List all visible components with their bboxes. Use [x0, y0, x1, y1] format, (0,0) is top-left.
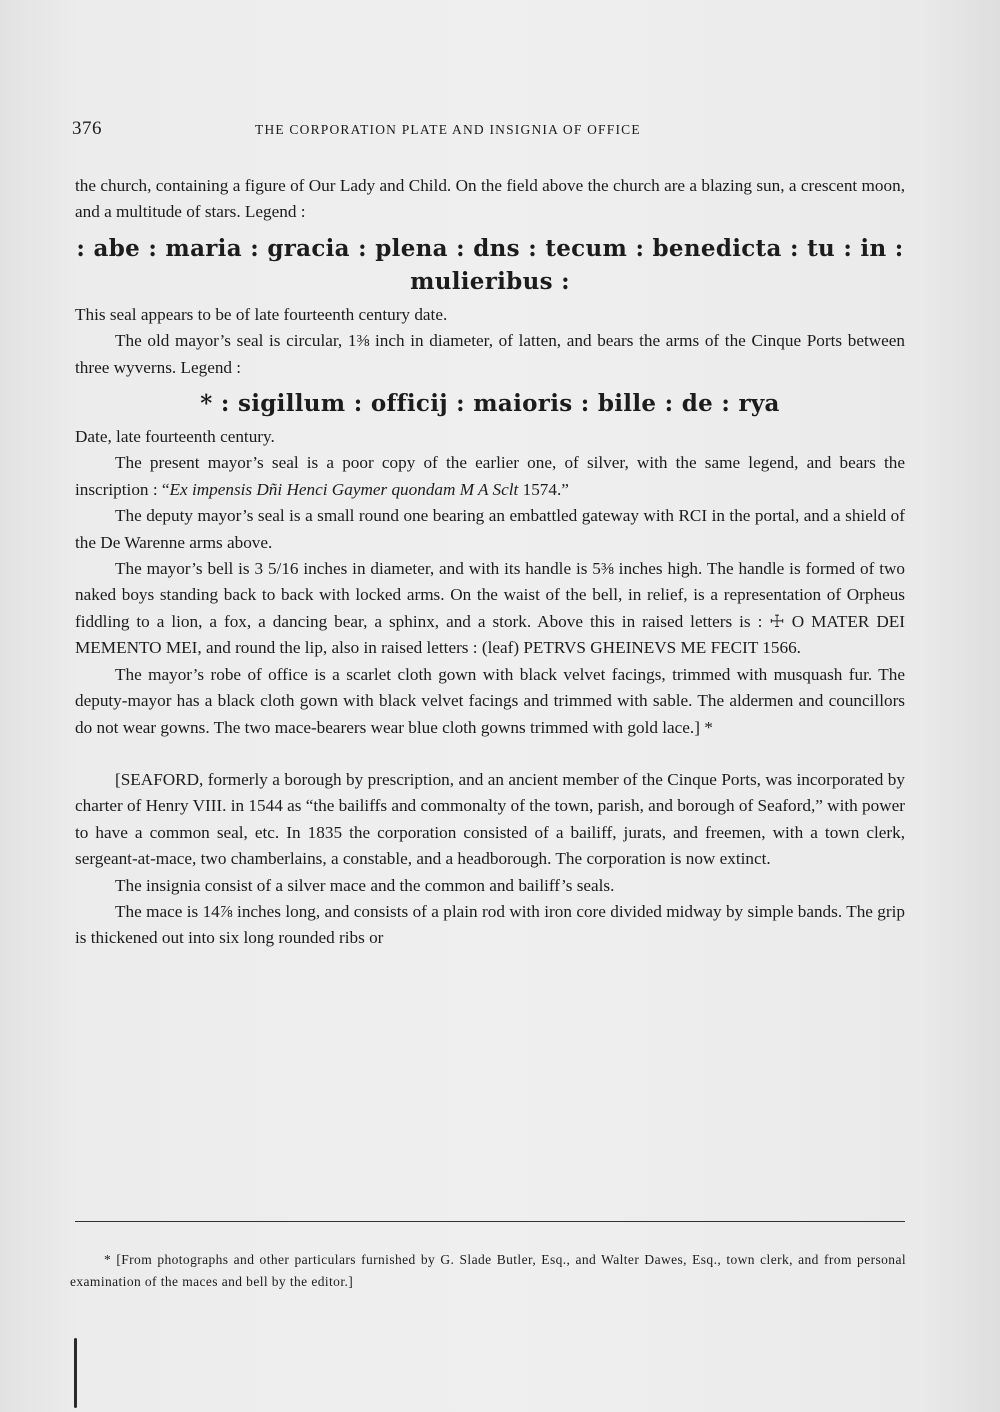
footnote-rule — [75, 1221, 905, 1222]
paragraph-date-fourteenth: Date, late fourteenth century. — [75, 427, 275, 447]
footnote: * [From photographs and other particulars furnished by G. Slade Butler, Esq., and Walter Dawes, Esq., town clerk, and from personal examination of the maces and bell by the editor.] — [70, 1251, 906, 1289]
running-title: THE CORPORATION PLATE AND INSIGNIA OF OFFICE — [255, 122, 641, 137]
paragraph-mayors-robe: The mayor’s robe of office is a scarlet cloth gown with black velvet facings, trimmed with musquash fur. The deputy-mayor has a black cloth gown with black velvet facings and trimmed with sable. The aldermen and councillors do not wear gowns. The two mace-bearers wear blue cloth gowns trimmed with gold lace.] * — [75, 664, 905, 737]
present-seal-text: The present mayor’s seal is a poor copy of the earlier one, of silver, with the same legend, and bears the inscription : “ — [75, 453, 905, 499]
paragraph-seal-date: This seal appears to be of late fourteenth century date. — [75, 304, 448, 324]
blackletter-legend-sigillum: * : sigillum : officij : maioris : bille : de : rya — [200, 390, 780, 418]
paragraph-present-mayors-seal — [75, 450, 905, 503]
body-text — [75, 173, 905, 952]
paragraph-insignia: The insignia consist of a silver mace and the common and bailiff’s seals. — [115, 875, 615, 895]
blackletter-legend-ave-maria: : abe : maria : gracia : plena : dns : tecum : benedicta : tu : in : mulieribus : — [76, 234, 904, 295]
paragraph-mayors-bell: The mayor’s bell is 3 5/16 inches in diameter, and with its handle is 5⅜ inches high. The handle is formed of two naked boys standing back to back with locked arms. On the waist of the bell, in relief, is a representation of Orpheus fiddling to a lion, a fox, a dancing bear, a sphinx, and a stork. Above this in raised letters is : ☩ O MATER DEI MEMENTO MEI, and round the lip, also in raised letters : (leaf) PETRVS GHEINEVS ME FECIT 1566. — [75, 559, 905, 658]
inscription-italic: Ex impensis Dñi Henci Gaymer quondam M A Sclt — [169, 479, 519, 499]
paragraph-mace: The mace is 14⅞ inches long, and consists of a plain rod with iron core divided midway by simple bands. The grip is thickened out into six long rounded ribs or — [75, 901, 905, 948]
section-gap — [75, 741, 905, 767]
paragraph-old-mayors-seal: The old mayor’s seal is circular, 1⅜ inch in diameter, of latten, and bears the arms of the Cinque Ports between three wyverns. Legend : — [75, 331, 905, 377]
inscription-date: 1574.” — [518, 479, 569, 499]
margin-mark — [74, 1338, 77, 1408]
paragraph-seaford: [SEAFORD, formerly a borough by prescription, and an ancient member of the Cinque Ports, was incorporated by charter of Henry VIII. in 1544 as “the bailiffs and commonalty of the town, parish, and borough of Seaford,” with power to have a common seal, etc. In 1835 the corporation consisted of a bailiff, jurats, and freemen, with a town clerk, sergeant-at-mace, two chamberlains, a constable, and a headborough. The corporation is now extinct. — [75, 769, 905, 869]
paragraph-church-description: the church, containing a figure of Our Lady and Child. On the field above the church are a blazing sun, a crescent moon, and a multitude of stars. Legend : — [75, 176, 905, 222]
running-head — [72, 118, 906, 142]
paragraph-deputy-mayors-seal: The deputy mayor’s seal is a small round one bearing an embattled gateway with RCI in the portal, and a shield of the De Warenne arms above. — [75, 506, 905, 552]
page-number: 376 — [72, 118, 102, 139]
